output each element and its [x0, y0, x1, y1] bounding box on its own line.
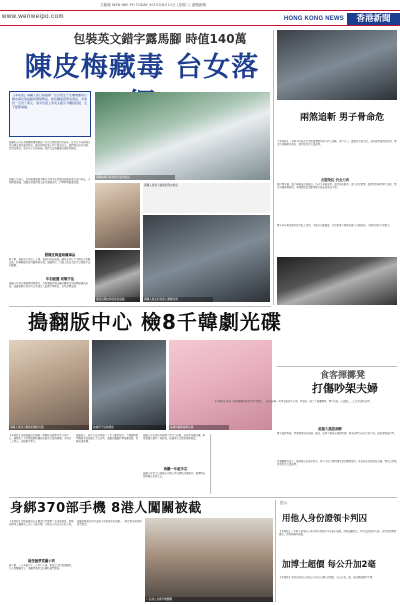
dvd-photo-c-caption: 檢獲的翻版韓劇光碟	[169, 425, 229, 430]
phone-body-2: 據了解，八人年齡介乎二十至六十歲，相信受走私集團僱用，每人報酬數百元。海關將案件交由緝私部門跟進。	[9, 564, 74, 571]
lead-summary-box	[9, 91, 91, 137]
side-1-body-3: 警方初步相信事件涉及私人恩怨，正循多方面調查。消息指事主與兇徒曾有金錢糾紛，不排除因此引發衝突。	[277, 224, 392, 227]
section-zh: 香港新聞	[347, 13, 400, 25]
header-rule	[0, 25, 400, 26]
lead-subhead-2: 年初破獲 同類手法	[45, 277, 75, 281]
side-2-headline: 打傷吵架夫婦	[312, 382, 378, 395]
top-line: 文匯報 WEN WEI PO TODAY 2015年8月11日 (星期二) 港聞新聞	[100, 3, 207, 7]
side-3-headline-1: 用他人身份證領卡判囚	[282, 514, 368, 524]
side-3-body-1: 【本報訊】一名男子冒用他人身份證申請信用卡並進行簽賬，涉款逾數萬元，昨於法院被判入獄。裁判官指案情嚴重，須判阻嚇性刑罰。	[279, 530, 397, 537]
side-1-photo	[277, 30, 397, 100]
side-1-photo-2	[277, 257, 397, 305]
lead-headline: 陳皮梅藏毒 台女落	[24, 52, 260, 83]
phone-photo	[145, 518, 273, 602]
column-divider-mid	[210, 434, 211, 494]
lead-body-4: 海關今年初亦曾破獲同類案件，當時毒販將毒品藏於糖果盒內經機場運送來港。海關提醒市民切勿受利誘替人攜帶不明物品，以免誤墮法網。	[9, 282, 88, 289]
lead-photo-b-caption: 毒品以陳皮梅包裝盒盛載	[95, 297, 140, 302]
dvd-body-4: 海關今年至今已偵破多宗網上售賣翻版光碟案件，檢獲物品總值數以百萬元計。	[143, 472, 206, 479]
side-1-subhead: 衣服染紅 仍全力奔	[320, 178, 350, 182]
lead-photo-b	[95, 250, 140, 302]
side-2-kicker: 食客揮擲凳	[320, 371, 366, 381]
side-2-body-1: 【本報訊】旺角一間茶餐廳昨晨發生打鬥事件，一對夫婦與一名男食客發生口角，男食客一怒之下揮擲膠凳，擊中夫婦二人頭部，二人受傷送院治理。	[214, 400, 372, 403]
side-3-body-2: 【本報訊】本港多間油公司宣布今日起上調汽油價格，每公升加二毫，柴油價格維持不變。	[279, 576, 375, 579]
dvd-body-2: 海關表示，該中心位於葵涌一工業大廈單位內，主要翻印熱門韓劇並透過網上平台出售。海關會繼續打擊侵權活動，保障知識產權。	[76, 434, 139, 444]
lead-photo-main	[95, 92, 270, 180]
dvd-headline: 搗翻版中心 檢8千韓劇光碟	[28, 310, 282, 334]
section-rule-dvd	[9, 306, 271, 307]
side-1-body-1: 【本報訊】一名男子昨晚在屯門街頭遭兩名男子持刀追斬，身中多刀，頭部及手部受傷，送院搶救後情況危殆。警方正追緝兩名兇徒，案件列作傷人案處理。	[277, 140, 397, 147]
website-url[interactable]: www.wenweipo.com	[2, 14, 65, 20]
side-1-body-2: 據目擊者稱，事主被斬後衣服染紅，仍全力奔跑求救，最終倒在路旁。途人見狀報警，救護員到場將事主送院。警方封鎖現場搜證，並翻看附近閉路電視片段追查兇徒下落。	[277, 183, 397, 190]
dvd-photo-b	[92, 340, 166, 430]
dvd-subhead: 海關一年破多宗	[163, 467, 188, 471]
column-divider-bottom	[275, 500, 276, 602]
phone-subhead: 疑受僱帶貨圖小利	[27, 559, 56, 563]
lead-photo-a-caption: 海關人員展示檢獲的陳皮梅盒	[143, 183, 270, 213]
side-3-kicker: 提示	[280, 501, 288, 505]
phone-photo-caption: 八名港人身綁手機闖關	[145, 597, 273, 602]
dvd-photo-a	[9, 340, 89, 430]
lead-photo-c	[143, 215, 270, 302]
lead-summary: 【本報訊】海關人員日前截獲一名台灣女子於機場攜帶以陳皮梅包裝盛載的懸疑物品，經化驗後發現為毒品，市值約一百四十萬元。案中包裝上的英文錯字令關員起疑，女子隨即被捕。	[12, 94, 88, 109]
side-2-rule	[277, 366, 397, 367]
phone-headline: 身綁370部手機 8港人闖關被截	[10, 501, 202, 516]
dvd-body-3: 海關人員在單位內檢獲大量空白光碟、封套及刻錄設備，相信集團已運作一段時間。被捕兩人已獲准保釋候查。	[143, 434, 206, 441]
phone-body-3: 海關提醒旅客切勿貪圖小利參與走私活動，一經定罪可被判罰款及監禁。	[77, 520, 142, 527]
lead-body-2: 海關人員表示，近年販毒集團不斷以不同手法將毒品偽裝成食品或日用品，企圖矇混過關。海關會加強情報交流及風險評估，打擊跨境販毒活動。	[9, 178, 91, 185]
lead-photo-c-caption: 海關人員在記者會上講解案情	[143, 297, 213, 302]
dvd-photo-a-caption: 海關人員展示搗破的翻版光碟	[9, 425, 89, 430]
side-3-headline-2: 加博士超價 每公升加2毫	[282, 560, 376, 570]
lead-body-3: 據了解，被捕女子年約三十歲，來港目的為旅遊。關員在其行李中搜出多盒陳皮梅，經檢驗後證實內藏懷疑冰毒。海關指出，包裝上的英文錯字是識破手法的關鍵。	[9, 258, 91, 268]
section-brand	[275, 13, 400, 25]
side-2-body-3: 茶餐廳職員表示，事發時店內食客眾多，男子突然大聲叫嚷並拿起膠凳揮打，其他食客見狀紛紛走避。警方已將案件列作傷人案處理。	[277, 460, 397, 467]
phone-body-1: 【本報訊】深圳海關日前在羅湖口岸截獲八名香港居民，發現他們身上纏綁共三百七十部手機，企圖以人肉方式走私入境。	[9, 520, 74, 527]
section-rule-phone	[9, 497, 397, 498]
side-1-headline: 兩煞追斬 男子骨命危	[300, 113, 385, 123]
lead-photo-a	[95, 183, 140, 248]
lead-photo-main-caption: 海關檢獲以陳皮梅包裝的毒品	[95, 175, 175, 180]
side-2-subhead: 被捕大漢認酒醉	[318, 427, 342, 431]
section-en: HONG KONG NEWS	[275, 13, 347, 25]
top-bar	[0, 0, 400, 11]
column-divider-top	[273, 30, 274, 305]
lead-subheadline: 包裝英文錯字露馬腳 時值140萬	[73, 32, 247, 46]
lead-body-1: 海關於前日在香港國際機場截查一名由台灣抵港的女旅客，在其行李內發現多盒以陳皮梅包裝的物品，關員發現包裝上印有錯誤英文，遂將物品送往化驗，證實為毒品。該名女子已被拘捕，案件交由海關毒品調查科跟進。	[9, 141, 91, 151]
lead-subhead-1: 假陳皮梅盒暗藏毒品	[44, 253, 76, 257]
dvd-photo-b-caption: 被捕男子協助調查	[92, 425, 166, 430]
side-2-body-2: 警方接報到場，將涉案男食客拘捕。據悉，該男子事發前曾經飲酒，與夫婦因爭座位引起爭執，最終演變成打鬥。	[277, 432, 397, 435]
dvd-body-1: 【本報訊】香港海關近日搗破一個翻版光碟製作及分銷中心，檢獲約八千張懷疑翻版韓劇光碟及多部刻錄機，市值約二十萬元，拘捕兩名男子。	[9, 434, 72, 444]
